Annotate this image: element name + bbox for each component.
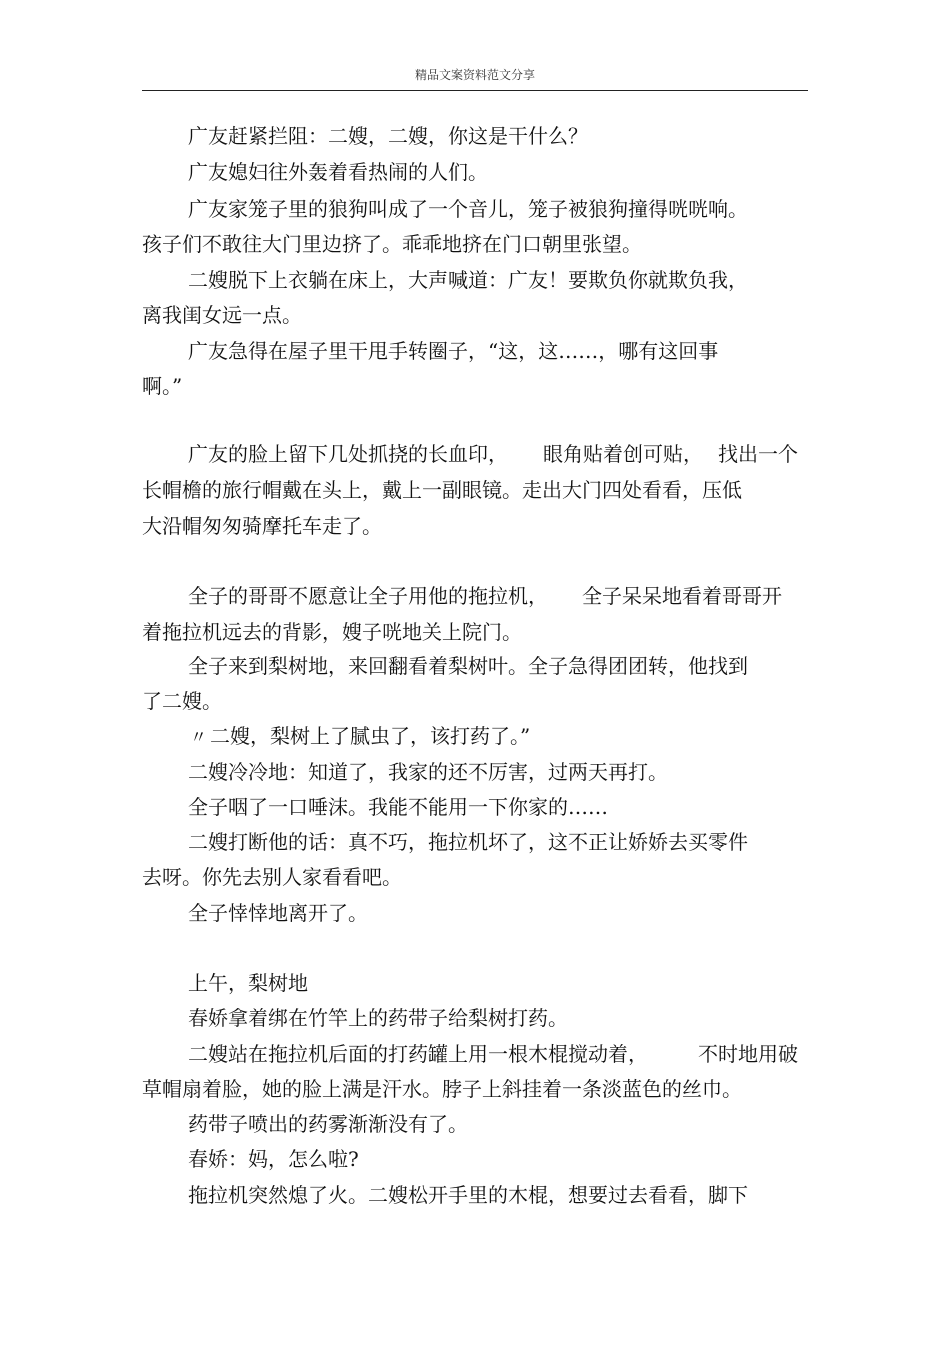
paragraph-line-segment: 眼角贴着创可贴， [543,442,703,466]
paragraph-line: 广友的脸上留下几处抓挠的长血印， [188,442,508,466]
paragraph-line: 草帽扇着脸，她的脸上满是汗水。脖子上斜挂着一条淡蓝色的丝巾。 [142,1077,742,1101]
header-divider [142,90,808,91]
paragraph-line: 全子悻悻地离开了。 [188,901,368,925]
paragraph-line: 去呀。你先去别人家看看吧。 [142,865,402,889]
paragraph-line-segment: 不时地用破 [698,1042,798,1066]
paragraph-line: 广友赶紧拦阻：二嫂，二嫂，你这是干什么？ [188,124,588,148]
paragraph-line-segment: 找出一个 [718,442,798,466]
paragraph-line: 春娇拿着绑在竹竿上的药带子给梨树打药。 [188,1006,568,1030]
paragraph-line-segment: 全子呆呆地看着哥哥开 [582,584,782,608]
paragraph-line: 春娇：妈，怎么啦? [188,1147,359,1171]
page-header-title: 精品文案资料范文分享 [414,68,535,82]
paragraph-line: 二嫂脱下上衣躺在床上，大声喊道：广友！要欺负你就欺负我， [188,268,748,292]
scene-heading: 上午，梨树地 [188,971,308,995]
paragraph-line: 全子咽了一口唾沫。我能不能用一下你家的…… [188,795,608,819]
paragraph-line: 着拖拉机远去的背影，嫂子咣地关上院门。 [142,620,522,644]
paragraph-line: 广友急得在屋子里干甩手转圈子，“这，这……，哪有这回事 [188,339,719,363]
paragraph-line: 离我闺女远一点。 [142,303,302,327]
paragraph-line: 二嫂冷冷地：知道了，我家的还不厉害，过两天再打。 [188,760,668,784]
paragraph-line: 药带子喷出的药雾渐渐没有了。 [188,1112,468,1136]
paragraph-line: 广友家笼子里的狼狗叫成了一个音儿，笼子被狼狗撞得咣咣响。 [188,197,748,221]
opening-quote-mark: 〃 [190,728,206,748]
paragraph-line: 二嫂，梨树上了腻虫了，该打药了。” [210,724,531,748]
paragraph-line: 二嫂站在拖拉机后面的打药罐上用一根木棍搅动着， [188,1042,648,1066]
paragraph-line: 长帽檐的旅行帽戴在头上，戴上一副眼镜。走出大门四处看看，压低 [142,478,742,502]
paragraph-line: 啊。” [142,374,183,398]
paragraph-line: 大沿帽匆匆骑摩托车走了。 [142,514,382,538]
paragraph-line: 广友媳妇往外轰着看热闹的人们。 [188,160,488,184]
paragraph-line: 孩子们不敢往大门里边挤了。乖乖地挤在门口朝里张望。 [142,232,642,256]
paragraph-line: 拖拉机突然熄了火。二嫂松开手里的木棍，想要过去看看，脚下 [188,1183,748,1207]
paragraph-line: 了二嫂。 [142,689,222,713]
paragraph-line: 全子来到梨树地，来回翻看着梨树叶。全子急得团团转，他找到 [188,654,748,678]
paragraph-line: 二嫂打断他的话：真不巧，拖拉机坏了，这不正让娇娇去买零件 [188,830,748,854]
paragraph-line: 全子的哥哥不愿意让全子用他的拖拉机， [188,584,548,608]
